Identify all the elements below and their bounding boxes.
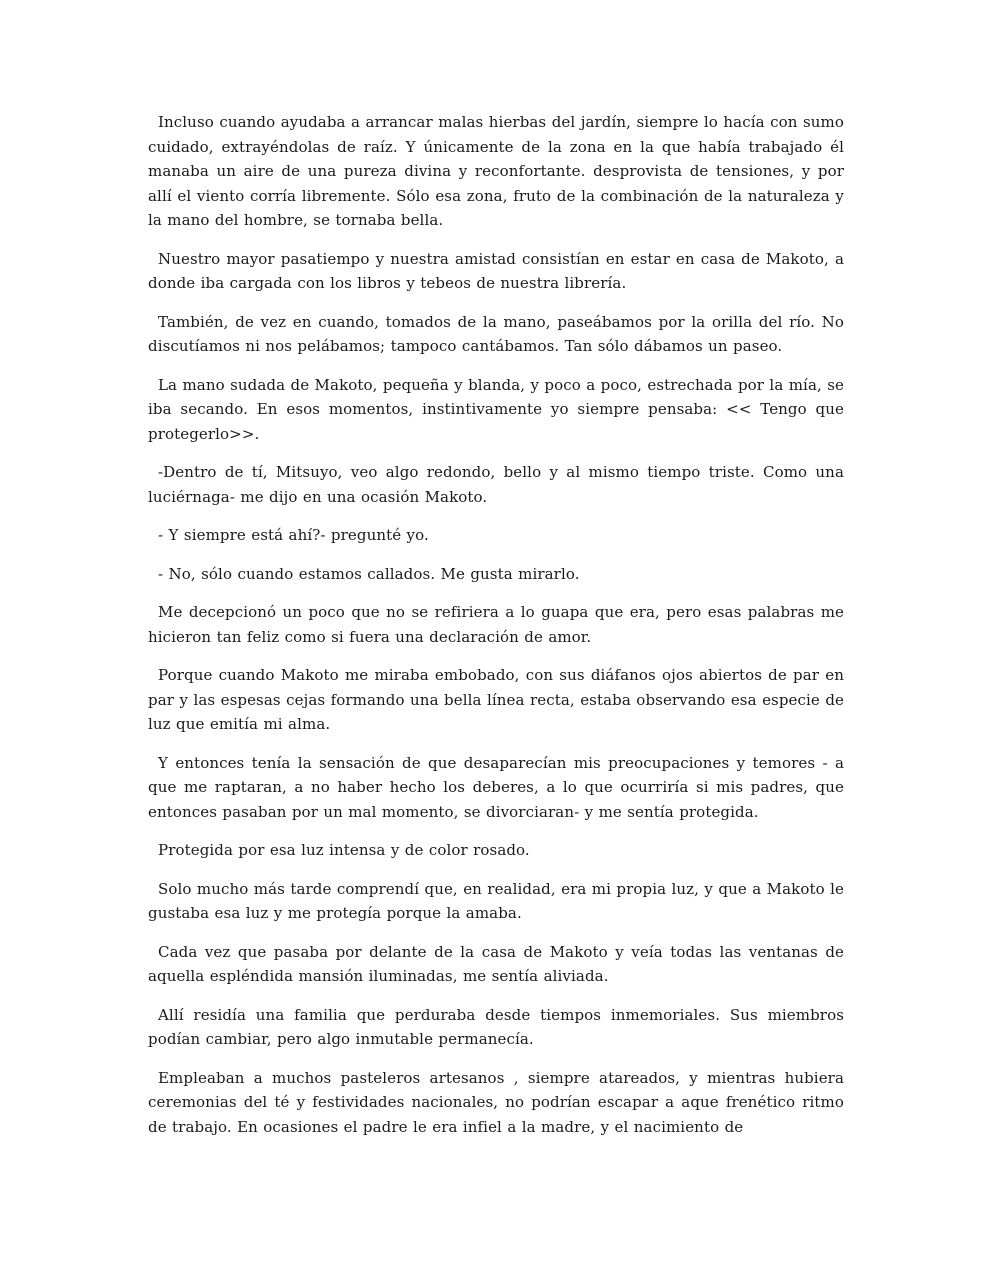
paragraph-dialogue-firefly: -Dentro de tí, Mitsuyo, veo algo redondo, bello y al mismo tiempo triste. Como una luciérnaga- me dijo en una ocasión Makoto.	[148, 463, 844, 506]
paragraph-pastry-chefs: Empleaban a muchos pasteleros artesanos , siempre atareados, y mientras hubiera ceremonias del té y festividades nacionales, no podrían escapar a aque frenético ritmo de trabajo. En ocasiones el padre le era infiel a la madre, y el nacimiento de	[148, 1068, 844, 1136]
paragraph-garden: Incluso cuando ayudaba a arrancar malas hierbas del jardín, siempre lo hacía con sumo cuidado, extrayéndolas de raíz. Y únicamente de la zona en la que había trabajado él manaba un aire de una pureza divina y reconfortante. desprovista de tensiones, y por allí el viento corría libremente. Sólo esa zona, fruto de la combinación de la naturaleza y la mano del hombre, se tornaba bella.	[148, 113, 844, 229]
paragraph-river-walk: También, de vez en cuando, tomados de la mano, paseábamos por la orilla del río. No discutíamos ni nos pelábamos; tampoco cantábamos. Tan sólo dábamos un paseo.	[148, 312, 844, 355]
paragraph-family: Allí residía una familia que perduraba desde tiempos inmemoriales. Sus miembros podían cambiar, pero algo inmutable permanecía.	[148, 1005, 844, 1048]
paragraph-disappointment: Me decepcionó un poco que no se refiriera a lo guapa que era, pero esas palabras me hicieron tan feliz como si fuera una declaración de amor.	[148, 603, 844, 646]
paragraph-dialogue-question: - Y siempre está ahí?- pregunté yo.	[158, 526, 429, 544]
paragraph-mansion-windows: Cada vez que pasaba por delante de la casa de Makoto y veía todas las ventanas de aquella espléndida mansión iluminadas, me sentía aliviada.	[148, 942, 844, 985]
paragraph-pastime: Nuestro mayor pasatiempo y nuestra amistad consistían en estar en casa de Makoto, a donde iba cargada con los libros y tebeos de nuestra librería.	[148, 249, 844, 292]
paragraph-dialogue-answer: - No, sólo cuando estamos callados. Me gusta mirarlo.	[158, 564, 580, 583]
paragraph-worries: Y entonces tenía la sensación de que desaparecían mis preocupaciones y temores - a que me raptaran, a no haber hecho los deberes, a lo que ocurriría si mis padres, que entonces pasaban por un mal momento, se divorciaran- y me sentía protegida.	[148, 753, 844, 821]
paragraph-makoto-gaze: Porque cuando Makoto me miraba embobado, con sus diáfanos ojos abiertos de par en par y las espesas cejas formando una bella línea recta, estaba observando esa especie de luz que emitía mi alma.	[148, 666, 844, 733]
paragraph-own-light: Solo mucho más tarde comprendí que, en realidad, era mi propia luz, y que a Makoto le gustaba esa luz y me protegía porque la amaba.	[148, 879, 844, 922]
paragraph-sweaty-hand: La mano sudada de Makoto, pequeña y blanda, y poco a poco, estrechada por la mía, se iba secando. En esos momentos, instintivamente yo siempre pensaba: << Tengo que protegerlo>>.	[148, 375, 845, 443]
paragraph-protected-light: Protegida por esa luz intensa y de color rosado.	[158, 841, 530, 859]
